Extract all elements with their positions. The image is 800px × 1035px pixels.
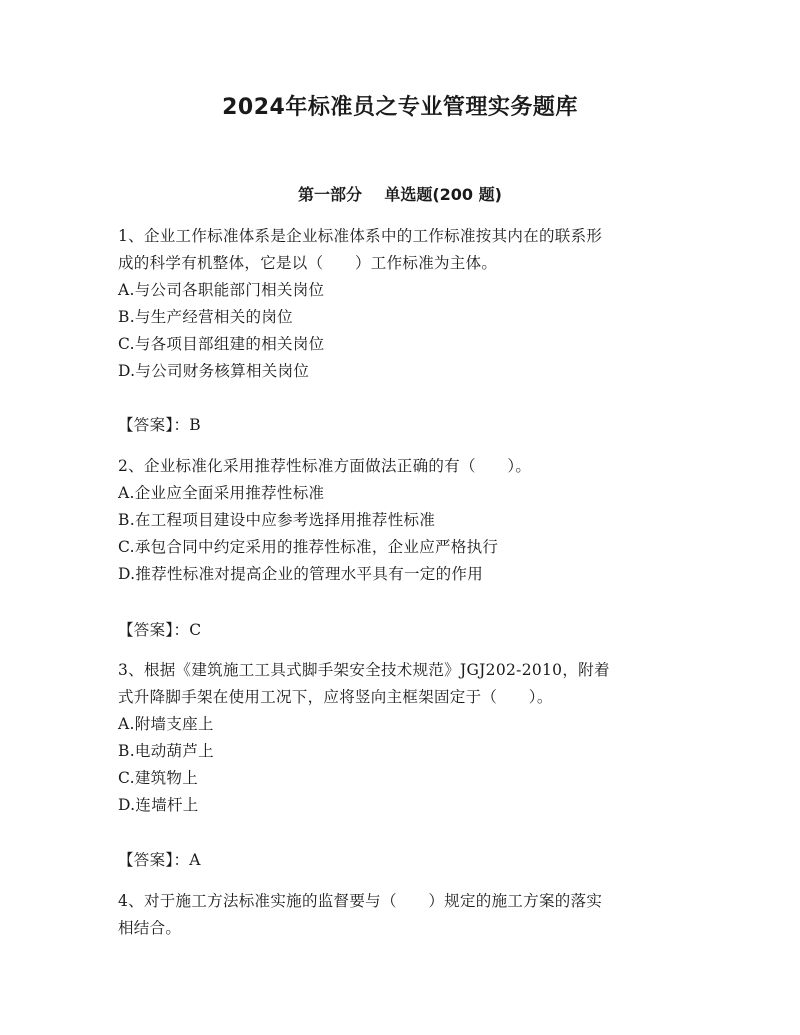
question-4-stem <box>118 888 688 942</box>
question-3-line-2: 式升降脚手架在使用工况下，应将竖向主框架固定于（ ）。 <box>118 688 553 706</box>
question-3-options <box>118 711 688 819</box>
question-3-option-b: B.电动葫芦上 <box>118 742 214 760</box>
question-2-options <box>118 480 688 588</box>
section-title: 第一部分 单选题(200 题) <box>298 185 502 204</box>
document-title: 2024年标准员之专业管理实务题库 <box>222 95 578 120</box>
question-1-stem <box>118 223 688 277</box>
question-1-options <box>118 277 688 385</box>
question-2-stem <box>118 453 688 480</box>
question-1-option-c: C.与各项目部组建的相关岗位 <box>118 335 325 353</box>
question-3-option-a: A.附墙支座上 <box>118 715 214 733</box>
question-2-option-d: D.推荐性标准对提高企业的管理水平具有一定的作用 <box>118 565 484 583</box>
question-3-option-d: D.连墙杆上 <box>118 796 199 814</box>
question-2-line-1: 2、企业标准化采用推荐性标准方面做法正确的有（ ）。 <box>118 457 532 475</box>
question-2-answer-block <box>118 617 688 644</box>
question-1-option-b: B.与生产经营相关的岗位 <box>118 308 293 326</box>
question-3-line-1: 3、根据《建筑施工工具式脚手架安全技术规范》JGJ202-2010，附着 <box>118 661 610 679</box>
question-4-line-1: 4、对于施工方法标准实施的监督要与（ ）规定的施工方案的落实 <box>118 892 603 910</box>
question-1-line-1: 1、企业工作标准体系是企业标准体系中的工作标准按其内在的联系形 <box>118 227 603 245</box>
question-2-option-c: C.承包合同中约定采用的推荐性标准，企业应严格执行 <box>118 538 499 556</box>
question-3-answer-block <box>118 847 688 874</box>
question-2-option-a: A.企业应全面采用推荐性标准 <box>118 484 325 502</box>
question-1-option-a: A.与公司各职能部门相关岗位 <box>118 281 325 299</box>
question-1-option-d: D.与公司财务核算相关岗位 <box>118 362 310 380</box>
question-1-answer: 【答案】：B <box>118 416 201 434</box>
question-1-answer-block <box>118 412 688 439</box>
question-2-option-b: B.在工程项目建设中应参考选择用推荐性标准 <box>118 511 436 529</box>
question-3-stem <box>118 657 688 711</box>
question-4-line-2: 相结合。 <box>118 919 182 937</box>
question-2-answer: 【答案】：C <box>118 621 202 639</box>
question-3-option-c: C.建筑物上 <box>118 769 199 787</box>
question-3-answer: 【答案】：A <box>118 851 201 869</box>
question-1-line-2: 成的科学有机整体，它是以（ ）工作标准为主体。 <box>118 254 498 272</box>
